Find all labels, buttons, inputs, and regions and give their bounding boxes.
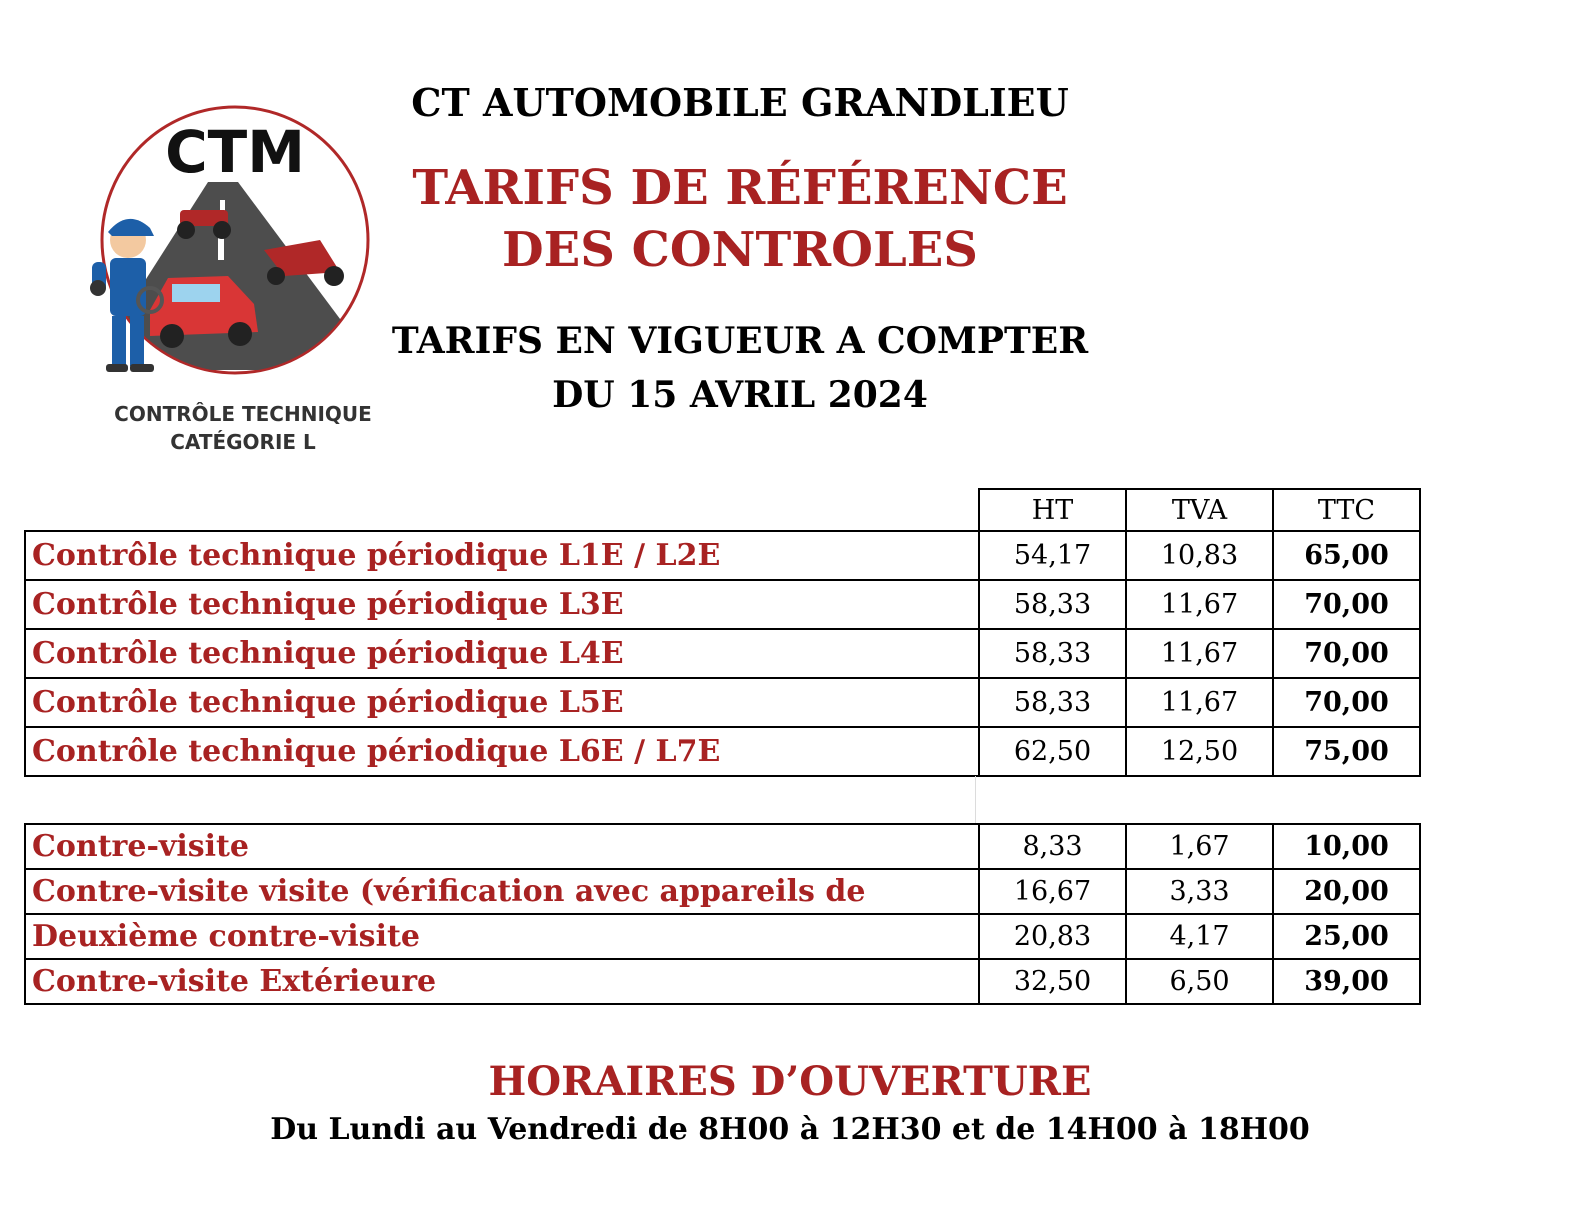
ctm-brand-text: CTM [165, 118, 305, 186]
table-row [25, 824, 1420, 869]
price-ttc: 39,00 [1273, 959, 1420, 1004]
price-ttc: 70,00 [1273, 629, 1420, 678]
price-tva: 1,67 [1126, 824, 1273, 869]
table-row [25, 580, 1420, 629]
row-label: Contrôle technique périodique L1E / L2E [25, 531, 979, 580]
price-ttc: 70,00 [1273, 678, 1420, 727]
table-row [25, 727, 1420, 776]
price-ht: 32,50 [979, 959, 1126, 1004]
row-label: Contrôle technique périodique L4E [25, 629, 979, 678]
page-title-line1: TARIFS DE RÉFÉRENCE [412, 160, 1068, 216]
pricing-table [24, 488, 1421, 777]
table-row [25, 869, 1420, 914]
column-header-ht: HT [979, 489, 1126, 531]
price-ttc: 10,00 [1273, 824, 1420, 869]
table-header-row [25, 489, 1420, 531]
table-row [25, 629, 1420, 678]
row-label: Contre-visite [25, 824, 979, 869]
price-tva: 11,67 [1126, 678, 1273, 727]
price-tva: 6,50 [1126, 959, 1273, 1004]
price-ht: 58,33 [979, 678, 1126, 727]
column-header-ttc: TTC [1273, 489, 1420, 531]
price-tva: 3,33 [1126, 869, 1273, 914]
logo-caption-line1: CONTRÔLE TECHNIQUE [114, 402, 372, 426]
opening-hours-title: HORAIRES D’OUVERTURE [488, 1058, 1092, 1105]
price-ttc: 20,00 [1273, 869, 1420, 914]
table-row [25, 914, 1420, 959]
price-tva: 12,50 [1126, 727, 1273, 776]
price-ht: 62,50 [979, 727, 1126, 776]
table-row [25, 959, 1420, 1004]
price-ttc: 65,00 [1273, 531, 1420, 580]
price-ht: 58,33 [979, 580, 1126, 629]
countervisit-pricing-table [24, 823, 1421, 1005]
row-label: Contrôle technique périodique L3E [25, 580, 979, 629]
row-label: Contre-visite visite (vérification avec appareils de [25, 869, 979, 914]
effective-date-line1: TARIFS EN VIGUEUR A COMPTER [391, 320, 1089, 362]
price-ht: 16,67 [979, 869, 1126, 914]
table-spacer-divider [975, 776, 976, 824]
price-ttc: 70,00 [1273, 580, 1420, 629]
price-ht: 58,33 [979, 629, 1126, 678]
price-ttc: 25,00 [1273, 914, 1420, 959]
price-tva: 11,67 [1126, 580, 1273, 629]
header-empty-cell [25, 489, 979, 531]
row-label: Contrôle technique périodique L5E [25, 678, 979, 727]
opening-hours-text: Du Lundi au Vendredi de 8H00 à 12H30 et de 14H00 à 18H00 [270, 1112, 1310, 1147]
price-ht: 8,33 [979, 824, 1126, 869]
price-tva: 11,67 [1126, 629, 1273, 678]
price-ttc: 75,00 [1273, 727, 1420, 776]
table-row [25, 678, 1420, 727]
row-label: Contre-visite Extérieure [25, 959, 979, 1004]
price-ht: 54,17 [979, 531, 1126, 580]
column-header-tva: TVA [1126, 489, 1273, 531]
page-title-line2: DES CONTROLES [502, 222, 978, 278]
table-row [25, 531, 1420, 580]
effective-date-line2: DU 15 AVRIL 2024 [552, 374, 928, 416]
logo-caption-line2: CATÉGORIE L [170, 430, 316, 454]
company-name: CT AUTOMOBILE GRANDLIEU [411, 80, 1069, 125]
price-tva: 10,83 [1126, 531, 1273, 580]
price-ht: 20,83 [979, 914, 1126, 959]
row-label: Deuxième contre-visite [25, 914, 979, 959]
price-tva: 4,17 [1126, 914, 1273, 959]
row-label: Contrôle technique périodique L6E / L7E [25, 727, 979, 776]
